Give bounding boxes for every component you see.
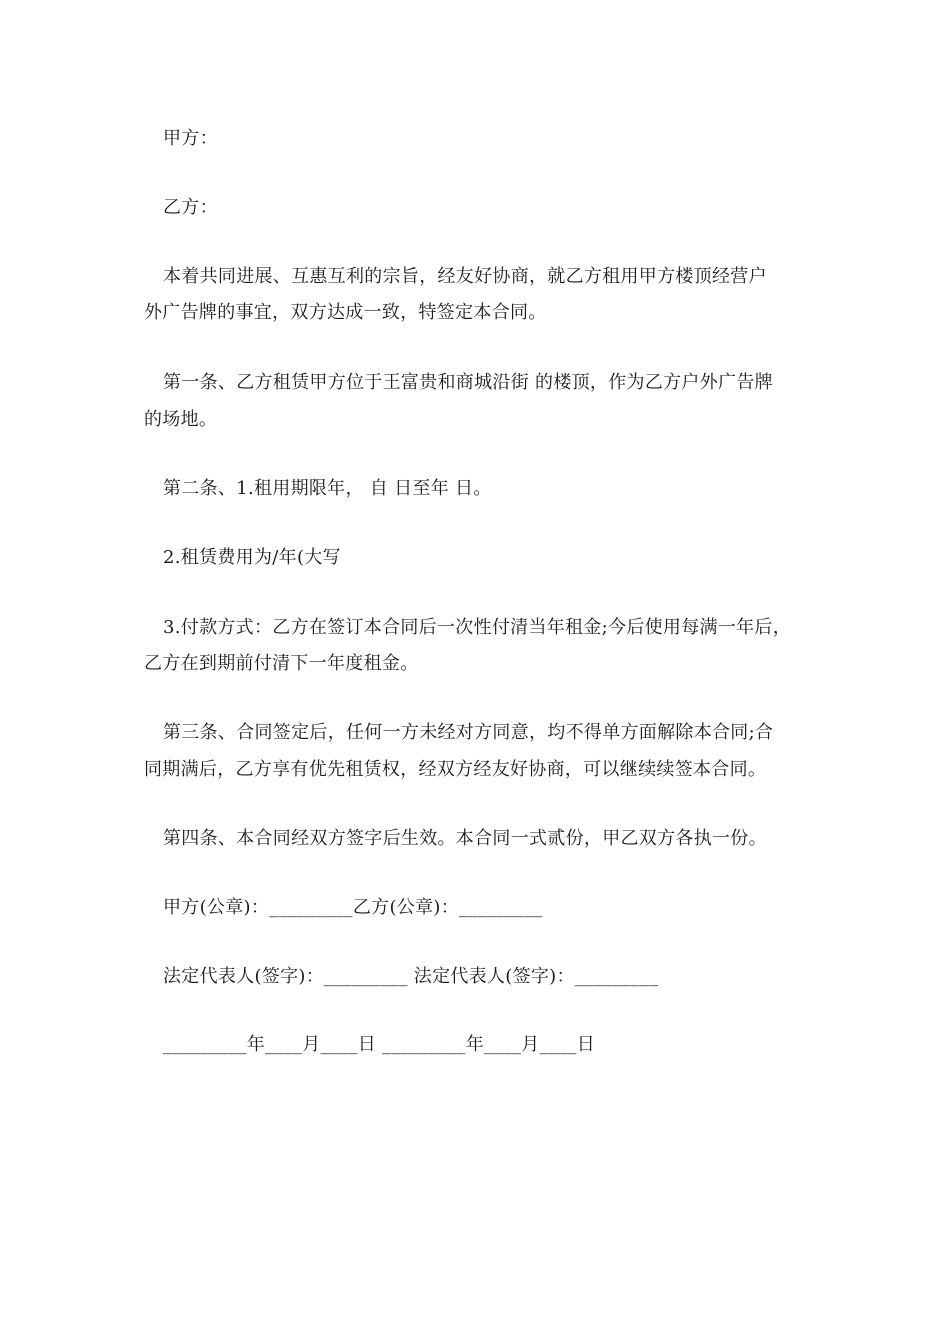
article3-line-2: 同期满后，乙方享有优先租赁权，经双方经友好协商，可以继续续签本合同。 bbox=[144, 759, 767, 780]
preamble-line-1: 本着共同进展、互惠互利的宗旨，经友好协商，就乙方租用甲方楼顶经营户 bbox=[163, 266, 767, 287]
date-line: _________年____月____日 _________年____月____日 bbox=[163, 1034, 596, 1055]
party-a-label: 甲方： bbox=[163, 128, 218, 149]
preamble-line-2: 外广告牌的事宜，双方达成一致，特签定本合同。 bbox=[144, 302, 547, 323]
article1-line-2: 的场地。 bbox=[144, 409, 218, 430]
article1-line-1: 第一条、乙方租赁甲方位于王富贵和商城沿街 的楼顶，作为乙方户外广告牌 bbox=[163, 372, 773, 393]
seal-line: 甲方(公章)：_________乙方(公章)：_________ bbox=[163, 897, 543, 918]
article2-item3-line-2: 乙方在到期前付清下一年度租金。 bbox=[144, 653, 419, 674]
article2-item1: 第二条、1.租用期限年， 自 日至年 日。 bbox=[163, 478, 492, 499]
article2-item2: 2.租赁费用为/年(大写 bbox=[163, 547, 341, 568]
party-b-label: 乙方： bbox=[163, 197, 218, 218]
article3-line-1: 第三条、合同签定后，任何一方未经对方同意，均不得单方面解除本合同;合 bbox=[163, 722, 774, 743]
representative-signature-line: 法定代表人(签字)：_________ 法定代表人(签字)：_________ bbox=[163, 966, 659, 987]
article4: 第四条、本合同经双方签字后生效。本合同一式贰份，甲乙双方各执一份。 bbox=[163, 828, 767, 849]
article2-item3-line-1: 3.付款方式：乙方在签订本合同后一次性付清当年租金;今后使用每满一年后， bbox=[163, 617, 792, 638]
